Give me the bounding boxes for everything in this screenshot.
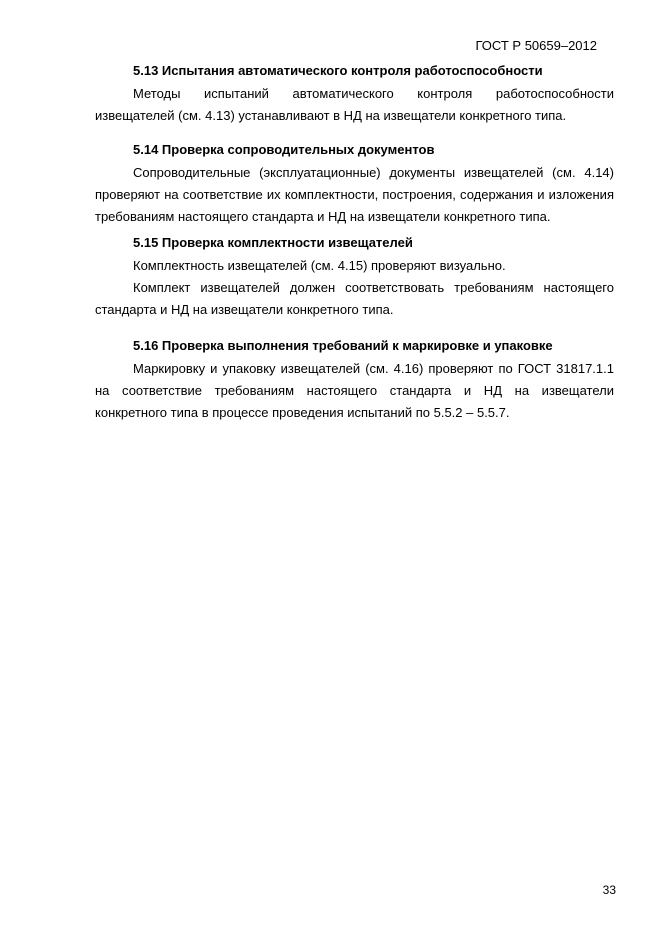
section-title: 5.16 Проверка выполнения требований к маркировке и упаковке xyxy=(133,338,553,353)
section-title: 5.13 Испытания автоматического контроля работоспособности xyxy=(133,63,543,78)
paragraph: Методы испытаний автоматического контроля работоспособности извещателей (см. 4.13) устанавливают в НД на извещатели конкретного типа. xyxy=(95,86,614,123)
paragraph: Маркировку и упаковку извещателей (см. 4.16) проверяют по ГОСТ 31817.1.1 на соответствие требованиям настоящего стандарта и НД на извещатели конкретного типа в процессе проведения испытаний по 5.5.2 – 5.5.7. xyxy=(95,361,614,420)
section-5-15 xyxy=(95,234,614,321)
paragraph: Комплект извещателей должен соответствовать требованиям настоящего стандарта и НД на извещатели конкретного типа. xyxy=(95,280,614,317)
page-number: 33 xyxy=(602,883,616,897)
section-5-16 xyxy=(95,337,614,424)
paragraph: Сопроводительные (эксплуатационные) документы извещателей (см. 4.14) проверяют на соответствие их комплектности, построения, содержания и изложения требованиям настоящего стандарта и НД на извещатели конкретного типа. xyxy=(95,165,614,224)
section-title: 5.14 Проверка сопроводительных документов xyxy=(133,142,435,157)
section-title: 5.15 Проверка комплектности извещателей xyxy=(133,235,413,250)
paragraph: Комплектность извещателей (см. 4.15) проверяют визуально. xyxy=(133,258,506,273)
section-5-13 xyxy=(95,62,614,127)
document-body xyxy=(95,62,614,424)
document-code: ГОСТ Р 50659–2012 xyxy=(475,38,597,53)
section-5-14 xyxy=(95,141,614,228)
